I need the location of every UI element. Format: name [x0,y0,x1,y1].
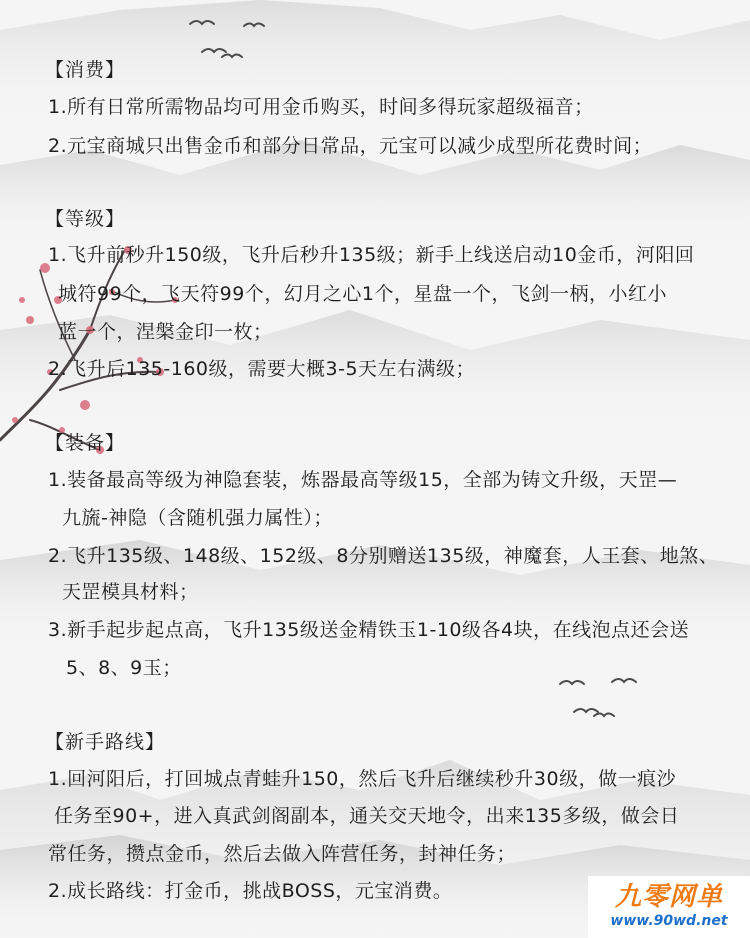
newbie-line-1: 1.回河阳后，打回城点青蛙升150，然后飞升后继续秒升30级，做一痕沙 [48,768,677,790]
equipment-line-6: 5、8、9玉； [66,657,182,679]
newbie-line-2: 任务至90+，进入真武剑阁副本，通关交天地令，出来135多级，做会日 [54,805,680,827]
consume-line-1: 1.所有日常所需物品均可用金币购买，时间多得玩家超级福音； [48,96,594,118]
equipment-line-2: 九旒-神隐（含随机强力属性）； [62,507,333,529]
heading-consume: 【消费】 [45,59,126,81]
level-line-4: 2.飞升后135-160级，需要大概3-5天左右满级； [48,358,476,380]
watermark-logo: 九零网单 [614,882,723,912]
level-line-3: 蓝一个，涅槃金印一枚； [58,321,273,343]
site-watermark [588,876,750,938]
level-line-2: 城符99个，飞天符99个，幻月之心1个，星盘一个，飞剑一柄，小红小 [58,283,667,305]
newbie-line-3: 常任务，攒点金币，然后去做入阵营任务，封神任务； [48,843,517,865]
watermark-url: www.90wd.net [610,913,728,929]
level-line-1: 1.飞升前秒升150级，飞升后秒升135级；新手上线送启动10金币，河阳回 [48,244,695,266]
equipment-line-3: 2.飞升135级、148级、152级、8分别赠送135级，神魔套，人王套、地煞、 [48,545,719,567]
heading-level: 【等级】 [45,208,126,230]
heading-equipment: 【装备】 [45,432,126,454]
equipment-line-1: 1.装备最高等级为神隐套装，炼器最高等级15，全部为铸文升级，天罡— [48,469,678,491]
heading-newbie: 【新手路线】 [45,731,166,753]
newbie-line-4: 2.成长路线：打金币，挑战BOSS，元宝消费。 [48,880,453,902]
equipment-line-4: 天罡模具材料； [62,581,199,603]
consume-line-2: 2.元宝商城只出售金币和部分日常品，元宝可以减少成型所花费时间； [48,135,653,157]
equipment-line-5: 3.新手起步起点高，飞升135级送金精铁玉1-10级各4块，在线泡点还会送 [48,619,690,641]
